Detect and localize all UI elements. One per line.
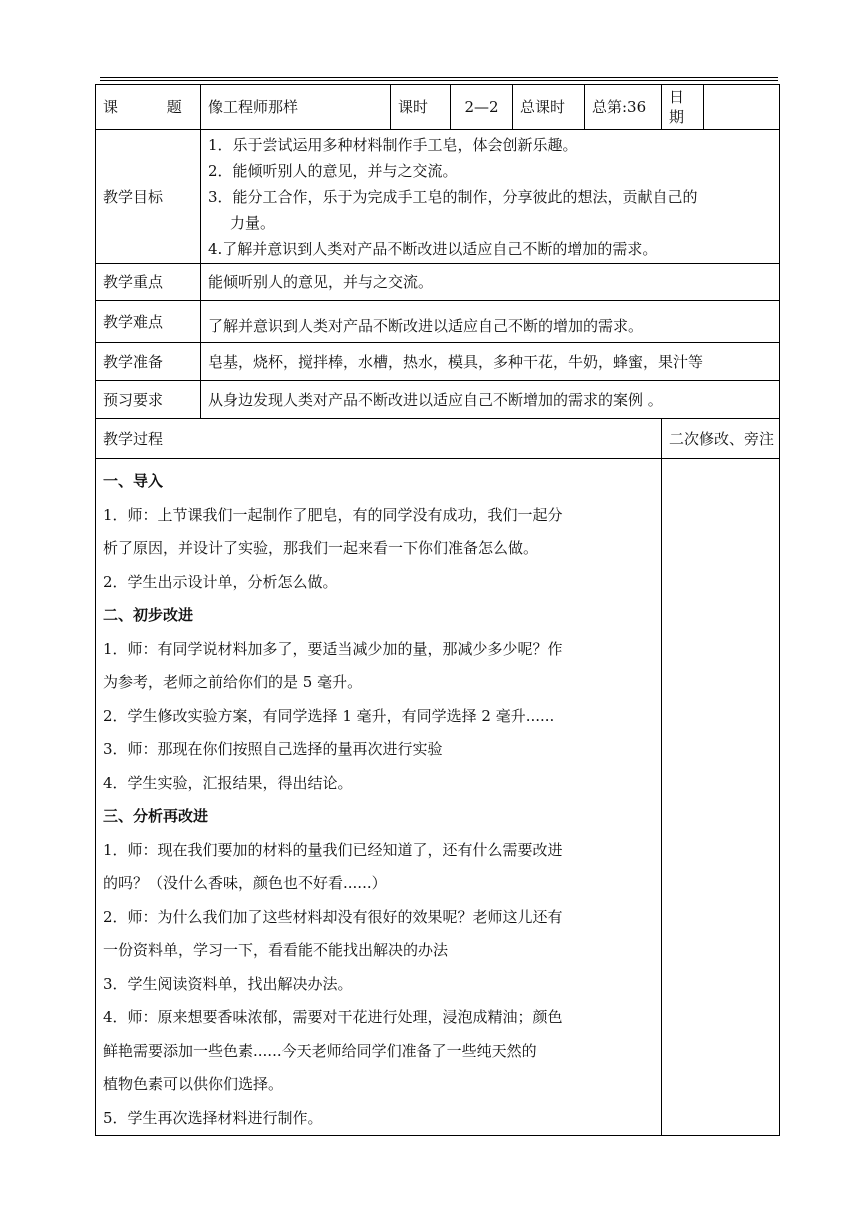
header-row [96, 85, 780, 130]
header-rule-thin [100, 80, 778, 81]
key-point-row [96, 264, 780, 301]
topic-label: 课 题 [103, 98, 204, 116]
notes-content [662, 459, 780, 1136]
process-label: 教学过程 [96, 419, 662, 459]
difficulty-label: 教学难点 [96, 301, 201, 343]
process-line: 2．学生修改实验方案，有同学选择 1 毫升，有同学选择 2 毫升...... [103, 706, 555, 725]
process-line: 1．师：上节课我们一起制作了肥皂，有的同学没有成功，我们一起分 [103, 505, 563, 524]
section-heading: 三、分析再改进 [103, 807, 209, 825]
key-point-label: 教学重点 [96, 264, 201, 301]
preview-label: 预习要求 [96, 381, 201, 419]
process-line: 3．学生阅读资料单，找出解决办法。 [103, 974, 353, 993]
section-heading: 二、初步改进 [103, 606, 194, 624]
process-header-row [96, 419, 780, 459]
difficulty-row [96, 301, 780, 343]
process-line: 1．师：现在我们要加的材料的量我们已经知道了，还有什么需要改进 [103, 840, 563, 859]
goal-item: 力量。 [230, 213, 276, 232]
preparation-row [96, 343, 780, 381]
preparation-value: 皂基，烧杯，搅拌棒，水槽，热水，模具，多种干花，牛奶，蜂蜜，果汁等 [201, 343, 780, 381]
notes-label: 二次修改、旁注 [662, 419, 780, 459]
process-line: 4．学生实验，汇报结果，得出结论。 [103, 773, 353, 792]
goals-content [201, 130, 780, 264]
process-line: 5．学生再次选择材料进行制作。 [103, 1108, 323, 1127]
key-point-value: 能倾听别人的意见，并与之交流。 [201, 264, 780, 301]
process-line: 1．师：有同学说材料加多了，要适当减少加的量，那减少多少呢？作 [103, 639, 563, 658]
process-line: 鲜艳需要添加一些色素......今天老师给同学们准备了一些纯天然的 [103, 1041, 537, 1060]
process-line: 植物色素可以供你们选择。 [103, 1075, 284, 1093]
goal-item: 3．能分工合作，乐于为完成手工皂的制作，分享彼此的想法，贡献自己的 [208, 187, 698, 206]
process-line: 为参考，老师之前给你们的是 5 毫升。 [103, 673, 363, 691]
goals-label: 教学目标 [96, 130, 201, 264]
topic-label-cell [96, 85, 204, 130]
date-value [704, 85, 780, 130]
topic-value: 像工程师那样 [201, 85, 391, 130]
goal-item: 2．能倾听别人的意见，并与之交流。 [208, 161, 458, 180]
process-line: 一份资料单，学习一下，看看能不能找出解决的办法 [103, 941, 449, 959]
section-heading: 一、导入 [103, 472, 164, 490]
goal-item: 4.了解并意识到人类对产品不断改进以适应自己不断的增加的需求。 [208, 239, 658, 258]
lesson-value: 2—2 [451, 85, 513, 130]
goal-item: 1．乐于尝试运用多种材料制作手工皂，体会创新乐趣。 [208, 135, 578, 154]
lesson-label: 课时 [391, 85, 451, 130]
process-content [96, 459, 662, 1136]
goals-row [96, 130, 780, 264]
process-line: 2．学生出示设计单，分析怎么做。 [103, 572, 338, 591]
total-lessons-label: 总课时 [513, 85, 585, 130]
process-line: 4．师：原来想要香味浓郁，需要对干花进行处理，浸泡成精油；颜色 [103, 1008, 563, 1026]
difficulty-value: 了解并意识到人类对产品不断改进以适应自己不断的增加的需求。 [201, 301, 780, 343]
process-line: 析了原因，并设计了实验，那我们一起来看一下你们准备怎么做。 [103, 539, 539, 557]
process-line: 的吗？（没什么香味，颜色也不好看......） [103, 874, 387, 892]
process-line: 3．师：那现在你们按照自己选择的量再次进行实验 [103, 740, 443, 758]
date-label: 日期 [662, 85, 704, 130]
preview-value: 从身边发现人类对产品不断改进以适应自己不断增加的需求的案例 。 [201, 381, 780, 419]
total-lessons-value: 总第:36 [585, 85, 662, 130]
process-line: 2．师：为什么我们加了这些材料却没有很好的效果呢？老师这儿还有 [103, 907, 563, 926]
preview-row [96, 381, 780, 419]
lesson-plan-table [95, 84, 780, 1136]
header-rule [100, 77, 778, 78]
process-body-row [96, 459, 780, 1136]
preparation-label: 教学准备 [96, 343, 201, 381]
